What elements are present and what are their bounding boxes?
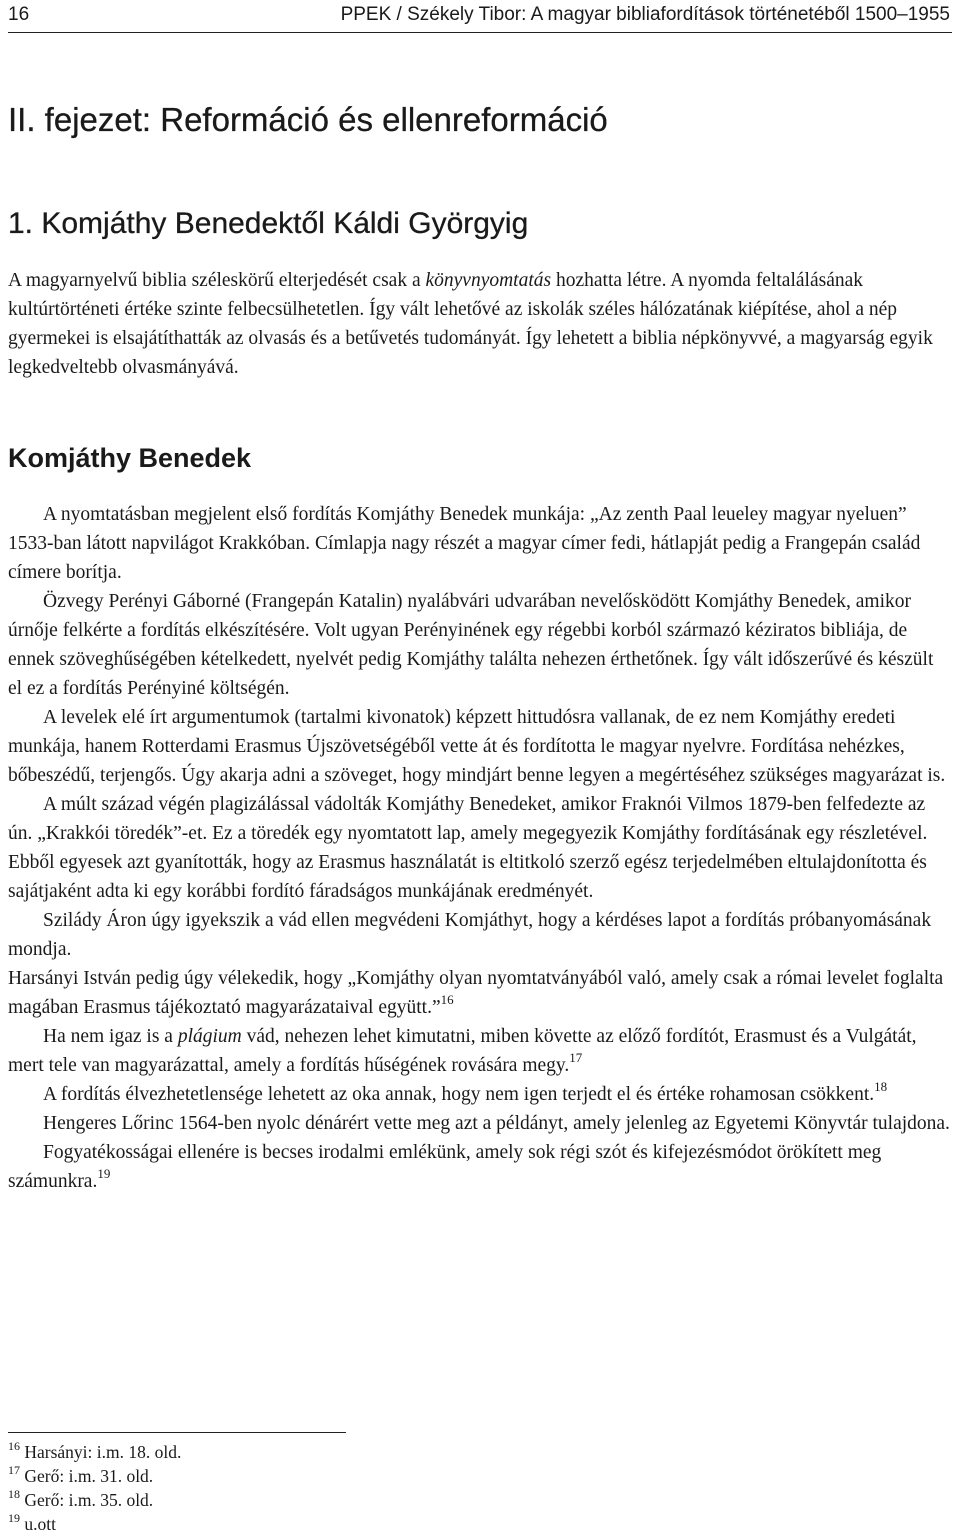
paragraph-text: Fogyatékosságai ellenére is becses irodalmi emlékünk, amely sok régi szót és kifejezésmódot örökített meg számunkra.: [8, 1142, 882, 1192]
subsection-title: Komjáthy Benedek: [8, 443, 252, 473]
paragraph: [8, 964, 950, 1022]
intro-text-start: A magyarnyelvű biblia széleskörű elterjedését csak a: [8, 270, 426, 291]
footnote: [8, 1512, 181, 1536]
paragraph: [8, 1080, 950, 1109]
footnote-number: 19: [8, 1511, 20, 1526]
footnote: [8, 1440, 181, 1464]
paragraph-text: Ha nem igaz is a: [43, 1026, 178, 1047]
footnote-text: Gerő: i.m. 35. old.: [24, 1490, 154, 1510]
footnote-ref[interactable]: 16: [440, 991, 454, 1007]
paragraph: [8, 1022, 950, 1080]
footnote: [8, 1488, 181, 1512]
paragraph-text: vád, nehezen lehet kimutatni, miben követte az előző fordítót, Erasmust és a Vulgátát, mert tele van magyarázattal, amely a fordítás hűségének rovására megy.: [8, 1026, 917, 1076]
footnotes: [8, 1440, 181, 1536]
section-title: 1. Komjáthy Benedektől Káldi Györgyig: [8, 207, 529, 240]
footnote-ref[interactable]: 18: [874, 1078, 888, 1094]
footnote-ref[interactable]: 17: [569, 1049, 583, 1065]
footnote-number: 17: [8, 1463, 20, 1478]
page-number: 16: [8, 4, 30, 25]
footnote-separator: [8, 1432, 346, 1433]
paragraph: A levelek elé írt argumentumok (tartalmi kivonatok) képzett hittudósra vallanak, de ez nem Komjáthy eredeti munkája, hanem Rotterdami Erasmus Újszövetségéből vette át és fordította le magyar nyelvre. Fordítása nehézkes, bőbeszédű, terjengős. Úgy akarja adni a szöveget, hogy mindjárt benne legyen a megértéséhez szükséges magyarázat is.: [8, 707, 946, 786]
paragraph: A nyomtatásban megjelent első fordítás Komjáthy Benedek munkája: „Az zenth Paal leueley magyar nyeluen” 1533-ban látott napvilágot Krakkóban. Címlapja nagy részét a magyar címer fedi, hátlapját pedig a Frangepán család címere borítja.: [8, 504, 921, 583]
paragraph-text: Harsányi István pedig úgy vélekedik, hogy „Komjáthy olyan nyomtatványából való, amely csak a római levelet foglalta magában Erasmus tájékoztató magyarázataival együtt.”: [8, 968, 944, 1018]
footnote-number: 16: [8, 1439, 20, 1454]
paragraph-text: A fordítás élvezhetetlensége lehetett az oka annak, hogy nem igen terjedt el és értéke rohamosan csökkent.: [43, 1084, 875, 1105]
paragraph: Szilády Áron úgy igyekszik a vád ellen megvédeni Komjáthyt, hogy a kérdéses lapot a fordítás próbanyomásának mondja.: [8, 910, 932, 960]
footnote-number: 18: [8, 1487, 20, 1502]
footnote-text: Harsányi: i.m. 18. old.: [24, 1442, 182, 1462]
intro-emphasis: könyvnyomtatás: [425, 270, 552, 291]
chapter-title: II. fejezet: Reformáció és ellenreformáció: [8, 101, 608, 138]
intro-text-rest: hozhatta létre. A nyomda feltalálásának kultúrtörténeti értéke szinte felbecsülhetetlen. Így vált lehetővé az iskolák széles hálózatának kiépítése, ahol a nép gyermekei is elsajátíthatták az olvasás és a betűvetés tudományát. Így lehetett a biblia népkönyvvé, a magyarság egyik legkedveltebb olvasmányává.: [8, 270, 933, 378]
paragraph: Hengeres Lőrinc 1564-ben nyolc dénárért vette meg azt a példányt, amely jelenleg az Egyetemi Könyvtár tulajdona.: [43, 1113, 950, 1134]
paragraph: [8, 1138, 950, 1196]
running-header: [8, 2, 952, 33]
paragraph: A múlt század végén plagizálással vádolták Komjáthy Benedeket, amikor Fraknói Vilmos 1879-ben felfedezte az ún. „Krakkói töredék”-et. Ez a töredék egy nyomtatott lap, amely megegyezik Komjáthy fordításának egy részletével. Ebből egyesek azt gyanították, hogy az Erasmus használatát is eltitkoló szerző egész terjedelmében eltulajdonította és sajátjaként adta ki egy korábbi fordító fáradságos munkájának eredményét.: [8, 794, 928, 902]
header-title: PPEK / Székely Tibor: A magyar bibliafordítások történetéből 1500–1955: [340, 4, 950, 25]
emphasis-text: plágium: [177, 1026, 242, 1047]
footnote-ref[interactable]: 19: [97, 1165, 111, 1181]
footnote: [8, 1464, 181, 1488]
main-text: [8, 500, 950, 1196]
intro-paragraph: [8, 266, 950, 382]
paragraph: Özvegy Perényi Gáborné (Frangepán Katalin) nyalábvári udvarában nevelősködött Komjáthy Benedek, amikor úrnője felkérte a fordítás elkészítésére. Volt ugyan Perényinének egy régebbi korból származó kéziratos bibliája, de ennek szöveghűségében kételkedett, nyelvét pedig Komjáthy találta nehezen érthetőnek. Így vált időszerűvé és készült el ez a fordítás Perényiné költségén.: [8, 591, 934, 699]
footnote-text: u.ott: [24, 1514, 56, 1534]
footnote-text: Gerő: i.m. 31. old.: [24, 1466, 154, 1486]
intro-text: [8, 266, 950, 382]
